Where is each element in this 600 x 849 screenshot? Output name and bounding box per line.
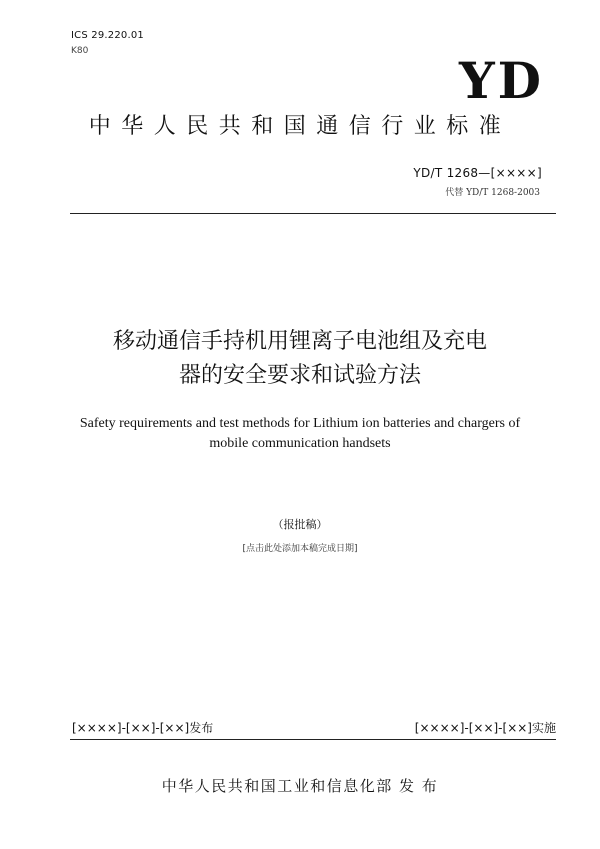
standard-number: YD/T 1268—[××××] — [413, 166, 542, 180]
english-title-line-1: Safety requirements and test methods for Lithium ion batteries and chargers of — [79, 416, 521, 431]
standard-type-heading: 中华人民共和国通信行业标准 — [88, 114, 512, 139]
replaces-note: 代替 YD/T 1268-2003 — [445, 188, 540, 198]
classification-code: K80 — [71, 46, 89, 56]
english-title — [40, 414, 560, 454]
english-title-line-2: mobile communication handsets — [209, 436, 391, 451]
yd-logo: YD — [458, 51, 544, 110]
publish-date: [××××]-[××]-[××]发布 — [72, 721, 214, 735]
issuing-authority: 中华人民共和国工业和信息化部 发 布 — [161, 777, 439, 795]
chinese-title — [40, 325, 560, 393]
bottom-divider — [70, 739, 556, 740]
top-divider — [70, 213, 556, 214]
completion-date-field[interactable]: [点击此处添加本稿完成日期] — [242, 544, 358, 554]
chinese-title-line-1: 移动通信手持机用锂离子电池组及充电 — [112, 329, 487, 354]
draft-status: （报批稿） — [272, 518, 328, 531]
ics-code: ICS 29.220.01 — [71, 30, 144, 41]
implement-date: [××××]-[××]-[××]实施 — [414, 721, 556, 735]
chinese-title-line-2: 器的安全要求和试验方法 — [178, 363, 421, 388]
